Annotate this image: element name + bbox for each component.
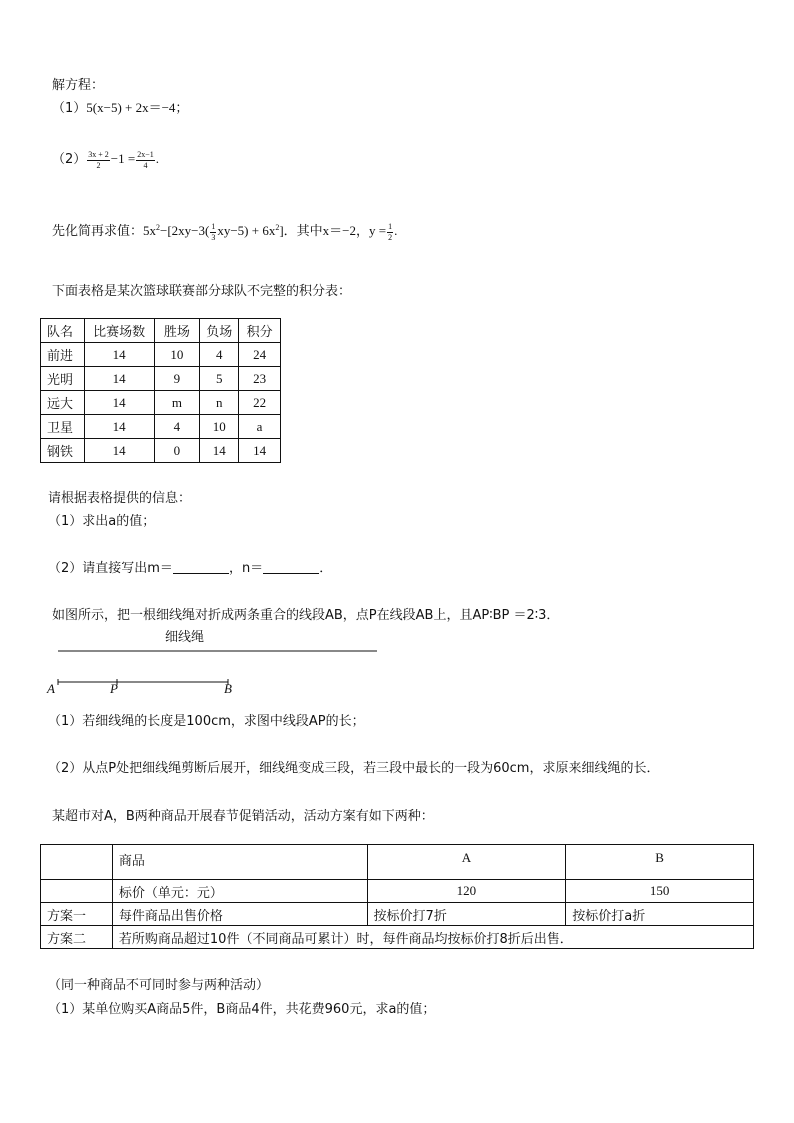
expr-text: −1 = — [110, 151, 136, 166]
table-cell: 10 — [154, 343, 200, 367]
table-cell: 14 — [84, 367, 154, 391]
table-cell: 14 — [84, 439, 154, 463]
team-name-cell: 远大 — [41, 391, 85, 415]
table-cell: m — [154, 391, 200, 415]
team-name-cell: 光明 — [41, 367, 85, 391]
table-header-cell: 队名 — [41, 319, 85, 343]
q1-part2-label: （2） — [52, 152, 87, 167]
table-cell: 按标价打7折 — [367, 903, 566, 926]
expr-superscript: 2 — [156, 223, 161, 232]
table-row — [41, 391, 281, 415]
table-cell: 每件商品出售价格 — [112, 903, 367, 926]
table-header-cell: B — [566, 845, 754, 880]
q5-note: （同一种商品不可同时参与两种活动） — [48, 978, 270, 993]
table-cell: 150 — [566, 880, 754, 903]
q3-part1: （1）求出a的值； — [48, 514, 156, 529]
table-header-cell: 胜场 — [154, 319, 200, 343]
table-header-row — [41, 319, 281, 343]
q2-text — [52, 220, 397, 243]
fraction-denominator: 2 — [388, 232, 393, 242]
team-name-cell: 卫星 — [41, 415, 85, 439]
answer-blank-n — [263, 561, 319, 574]
table-cell: 14 — [84, 391, 154, 415]
table-cell: 14 — [84, 415, 154, 439]
table-row — [41, 439, 281, 463]
q1-title: 解方程： — [52, 78, 105, 93]
q3-part2-text: ． — [319, 561, 333, 576]
table-cell: 120 — [367, 880, 566, 903]
point-a-label: A — [47, 681, 55, 696]
table-row — [41, 367, 281, 391]
fraction-numerator: 2x−1 — [137, 149, 154, 159]
table-cell: 14 — [239, 439, 281, 463]
q4-intro: 如图所示，把一根细线绳对折成两条重合的线段AB，点P在线段AB上，且AP∶BP ＝2∶3． — [52, 608, 560, 623]
table-cell — [41, 845, 113, 880]
table-cell: 14 — [200, 439, 239, 463]
figure-label: 细线绳 — [165, 630, 205, 645]
point-p-label: P — [110, 681, 118, 696]
q2-expression — [143, 221, 398, 242]
table-header-cell: 商品 — [112, 845, 367, 880]
q1-part1 — [52, 97, 188, 116]
table-cell: 0 — [154, 439, 200, 463]
expr-text: ]．其中x＝−2，y = — [279, 223, 387, 238]
q3-part2-text: （2）请直接写出m＝ — [48, 561, 173, 576]
expr-text: −[2xy−3( — [160, 223, 210, 238]
q1-part1-expr: 5(x−5) + 2x＝−4； — [86, 100, 189, 115]
promo-table — [40, 844, 754, 949]
segment-figure — [40, 645, 390, 697]
table-cell: 方案一 — [41, 903, 113, 926]
table-row — [41, 880, 754, 903]
table-cell: 若所购商品超过10件（不同商品可累计）时，每件商品均按标价打8折后出售． — [112, 926, 753, 949]
table-row — [41, 343, 281, 367]
table-cell: 9 — [154, 367, 200, 391]
table-cell: a — [239, 415, 281, 439]
answer-blank-m — [173, 561, 229, 574]
team-name-cell: 前进 — [41, 343, 85, 367]
table-cell — [41, 880, 113, 903]
q1-part2 — [52, 148, 159, 171]
table-cell: 24 — [239, 343, 281, 367]
q2-prefix: 先化简再求值： — [52, 224, 144, 239]
table-cell: 5 — [200, 367, 239, 391]
table-cell: 4 — [200, 343, 239, 367]
table-cell: 14 — [84, 343, 154, 367]
fraction-numerator: 1 — [211, 221, 216, 231]
table-cell: 4 — [154, 415, 200, 439]
table-cell: 按标价打a折 — [566, 903, 754, 926]
table-cell: 标价（单元：元） — [112, 880, 367, 903]
table-row — [41, 415, 281, 439]
table-row — [41, 926, 754, 949]
fraction-numerator: 1 — [388, 221, 393, 231]
q5-part1: （1）某单位购买A商品5件，B商品4件，共花费960元，求a的值； — [48, 1002, 436, 1017]
table-cell: n — [200, 391, 239, 415]
q4-part2: （2）从点P处把细线绳剪断后展开，细线绳变成三段，若三段中最长的一段为60cm，求原来细线绳的长． — [48, 761, 660, 776]
q3-intro: 下面表格是某次篮球联赛部分球队不完整的积分表： — [52, 284, 352, 299]
q3-after: 请根据表格提供的信息： — [48, 491, 192, 506]
fraction-denominator: 2 — [96, 160, 101, 170]
q4-part1: （1）若细线绳的长度是100cm，求图中线段AP的长； — [48, 714, 365, 729]
table-header-cell: 负场 — [200, 319, 239, 343]
expr-text: . — [394, 223, 398, 238]
q3-part2-text: ，n＝ — [228, 561, 264, 576]
point-b-label: B — [224, 681, 232, 696]
table-header-cell: A — [367, 845, 566, 880]
table-cell: 23 — [239, 367, 281, 391]
q1-part2-expr — [86, 149, 159, 170]
table-header-cell: 积分 — [239, 319, 281, 343]
q5-intro: 某超市对A，B两种商品开展春节促销活动，活动方案有如下两种： — [52, 809, 434, 824]
q1-part1-label: （1） — [52, 101, 87, 116]
table-cell: 22 — [239, 391, 281, 415]
table-row — [41, 903, 754, 926]
team-name-cell: 钢铁 — [41, 439, 85, 463]
q3-part2 — [48, 557, 332, 576]
table-header-row — [41, 845, 754, 880]
fraction-numerator: 3x + 2 — [88, 149, 109, 159]
score-table — [40, 318, 281, 463]
expr-text: . — [155, 151, 159, 166]
table-cell: 方案二 — [41, 926, 113, 949]
expr-text: xy−5) + 6x — [217, 223, 276, 238]
table-header-cell: 比赛场数 — [84, 319, 154, 343]
fraction-denominator: 4 — [143, 160, 148, 170]
expr-text: 5x — [143, 223, 157, 238]
expr-superscript: 2 — [275, 223, 280, 232]
table-cell: 10 — [200, 415, 239, 439]
fraction-denominator: 3 — [211, 232, 216, 242]
